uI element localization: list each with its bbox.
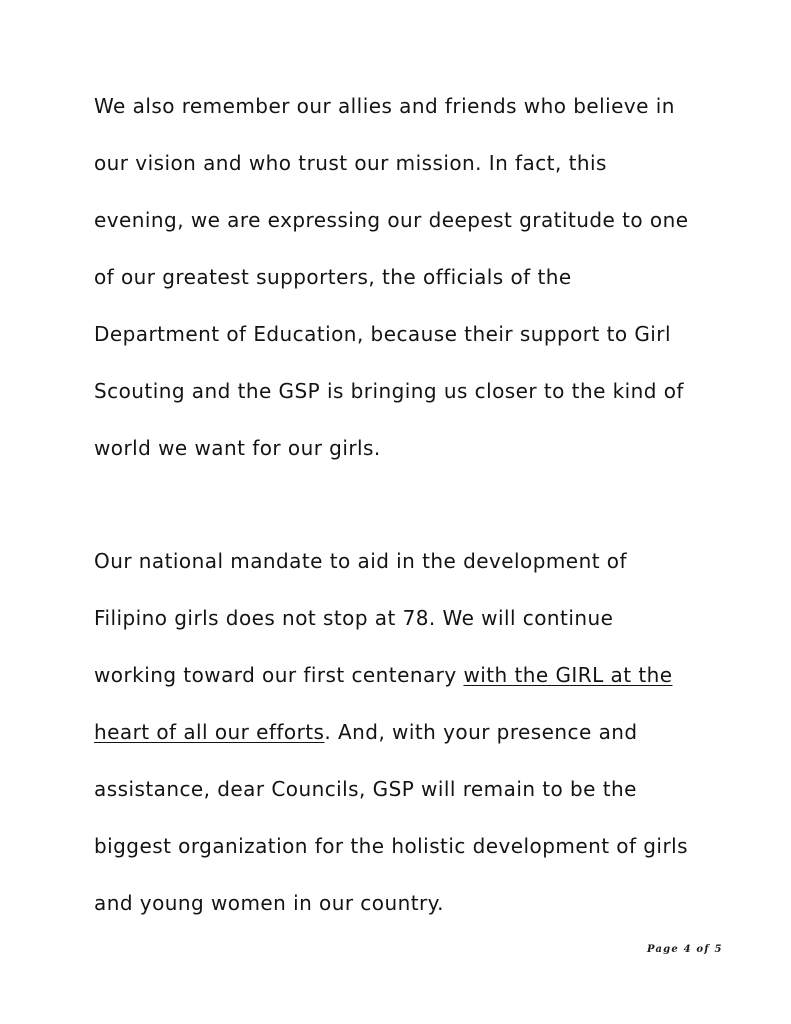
underlined-phrase: heart of all our efforts: [94, 720, 325, 744]
paragraph-line: Filipino girls does not stop at 78. We will continue: [94, 606, 614, 630]
paragraph-line: evening, we are expressing our deepest gratitude to one: [94, 208, 689, 232]
paragraph-line: and young women in our country.: [94, 891, 444, 915]
paragraph-line: [94, 662, 673, 688]
line-text: working toward our first centenary: [94, 663, 464, 687]
paragraph-line: of our greatest supporters, the officials of the: [94, 265, 572, 289]
paragraph-line: Our national mandate to aid in the development of: [94, 549, 627, 573]
paragraph-line: Department of Education, because their support to Girl: [94, 322, 671, 346]
paragraph-line: assistance, dear Councils, GSP will remain to be the: [94, 777, 637, 801]
page-number: Page 4 of 5: [647, 944, 723, 955]
paragraph-line: We also remember our allies and friends who believe in: [94, 94, 675, 118]
line-text: . And, with your presence and: [324, 720, 638, 744]
paragraph-line: our vision and who trust our mission. In fact, this: [94, 151, 607, 175]
paragraph-line: [94, 719, 638, 745]
paragraph-line: Scouting and the GSP is bringing us closer to the kind of: [94, 379, 684, 403]
paragraph-line: world we want for our girls.: [94, 436, 381, 460]
paragraph-line: biggest organization for the holistic development of girls: [94, 834, 688, 858]
underlined-phrase: with the GIRL at the: [463, 663, 673, 687]
